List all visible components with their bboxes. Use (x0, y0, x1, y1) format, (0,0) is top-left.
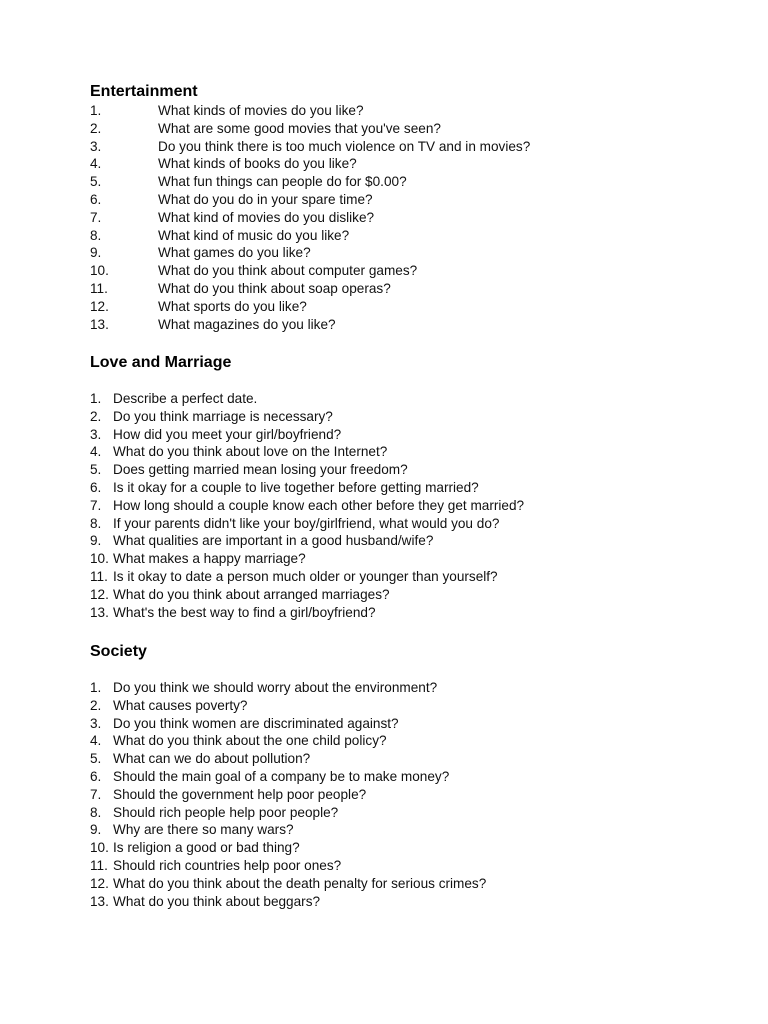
list-item (90, 604, 710, 622)
item-text: How did you meet your girl/boyfriend? (113, 426, 342, 442)
item-text: Should the main goal of a company be to make money? (113, 768, 450, 784)
item-text: Describe a perfect date. (113, 391, 258, 406)
item-text: Should the government help poor people? (113, 786, 367, 802)
item-number: 10. (90, 551, 109, 567)
item-number: 2. (90, 697, 102, 713)
section-entertainment (90, 82, 710, 333)
question-list (90, 390, 710, 621)
item-number: 2. (90, 120, 102, 136)
item-number: 5. (90, 174, 102, 190)
item-number: 3. (90, 426, 102, 442)
list-item (90, 857, 710, 875)
item-number: 12. (90, 875, 109, 891)
list-item (90, 262, 710, 280)
item-number: 1. (90, 103, 102, 118)
item-text: Is religion a good or bad thing? (113, 840, 300, 856)
question-list (90, 102, 710, 333)
item-text: What do you think about love on the Internet? (113, 444, 388, 460)
item-text: What do you think about the one child policy? (113, 733, 387, 749)
item-text: What makes a happy marriage? (113, 551, 306, 567)
list-item (90, 804, 710, 822)
item-number: 9. (90, 245, 102, 261)
item-number: 11. (90, 568, 108, 584)
item-number: 4. (90, 156, 102, 172)
list-item (90, 173, 710, 191)
list-item (90, 821, 710, 839)
item-text: Is it okay for a couple to live together before getting married? (113, 479, 479, 495)
list-item (90, 750, 710, 768)
item-number: 3. (90, 715, 102, 731)
item-text: What do you think about soap operas? (158, 280, 391, 296)
item-number: 2. (90, 408, 102, 424)
item-text: Do you think we should worry about the environment? (113, 680, 438, 695)
item-number: 6. (90, 479, 102, 495)
list-item (90, 390, 710, 408)
item-text: What sports do you like? (158, 298, 307, 314)
item-text: What do you think about the death penalty for serious crimes? (113, 875, 487, 891)
item-number: 4. (90, 733, 102, 749)
item-number: 13. (90, 316, 109, 332)
list-item (90, 532, 710, 550)
item-number: 5. (90, 751, 102, 767)
item-text: Why are there so many wars? (113, 822, 294, 838)
list-item (90, 893, 710, 911)
item-text: Should rich people help poor people? (113, 804, 339, 820)
list-item (90, 515, 710, 533)
item-number: 1. (90, 391, 102, 406)
section-title: Entertainment (90, 83, 198, 100)
item-number: 11. (90, 280, 108, 296)
item-number: 11. (90, 857, 108, 873)
list-item (90, 875, 710, 893)
list-item (90, 768, 710, 786)
list-item (90, 732, 710, 750)
item-text: If your parents didn't like your boy/girlfriend, what would you do? (113, 515, 500, 531)
item-number: 10. (90, 263, 109, 279)
list-item (90, 280, 710, 298)
list-item (90, 586, 710, 604)
item-number: 9. (90, 822, 102, 838)
item-number: 1. (90, 680, 102, 695)
item-text: Should rich countries help poor ones? (113, 857, 342, 873)
item-text: What do you think about computer games? (158, 263, 418, 279)
item-text: Does getting married mean losing your freedom? (113, 462, 408, 478)
question-list (90, 679, 710, 910)
list-item (90, 227, 710, 245)
list-item (90, 786, 710, 804)
list-item (90, 839, 710, 857)
item-number: 10. (90, 840, 109, 856)
section-love-and-marriage (90, 353, 710, 621)
list-item (90, 408, 710, 426)
list-item (90, 443, 710, 461)
item-text: What do you think about beggars? (113, 893, 321, 909)
item-text: What's the best way to find a girl/boyfriend? (113, 604, 376, 620)
list-item (90, 155, 710, 173)
item-number: 8. (90, 804, 102, 820)
section-title: Society (90, 643, 147, 660)
item-text: What kind of movies do you dislike? (158, 209, 375, 225)
item-text: What can we do about pollution? (113, 751, 311, 767)
list-item (90, 209, 710, 227)
list-item (90, 715, 710, 733)
item-number: 7. (90, 786, 102, 802)
list-item (90, 568, 710, 586)
item-number: 12. (90, 586, 109, 602)
list-item (90, 461, 710, 479)
item-text: What kinds of books do you like? (158, 156, 357, 172)
list-item (90, 244, 710, 262)
item-number: 3. (90, 138, 102, 154)
section-society (90, 642, 710, 910)
item-text: What games do you like? (158, 245, 311, 261)
item-text: What do you do in your spare time? (158, 191, 373, 207)
item-number: 6. (90, 191, 102, 207)
item-number: 7. (90, 497, 102, 513)
item-text: What causes poverty? (113, 697, 248, 713)
section-title: Love and Marriage (90, 354, 232, 371)
list-item (90, 120, 710, 138)
item-text: What qualities are important in a good husband/wife? (113, 533, 434, 549)
item-number: 4. (90, 444, 102, 460)
item-text: Do you think women are discriminated against? (113, 715, 399, 731)
list-item (90, 102, 710, 120)
item-text: What do you think about arranged marriages? (113, 586, 390, 602)
list-item (90, 191, 710, 209)
item-text: Is it okay to date a person much older or younger than yourself? (113, 568, 498, 584)
list-item (90, 138, 710, 156)
item-text: What magazines do you like? (158, 316, 336, 332)
item-number: 9. (90, 533, 102, 549)
item-text: Do you think there is too much violence on TV and in movies? (158, 138, 531, 154)
item-text: Do you think marriage is necessary? (113, 408, 333, 424)
item-number: 8. (90, 227, 102, 243)
list-item (90, 679, 710, 697)
list-item (90, 550, 710, 568)
list-item (90, 316, 710, 334)
item-number: 13. (90, 893, 109, 909)
item-number: 12. (90, 298, 109, 314)
item-number: 7. (90, 209, 102, 225)
item-number: 5. (90, 462, 102, 478)
list-item (90, 497, 710, 515)
list-item (90, 298, 710, 316)
list-item (90, 697, 710, 715)
item-text: What fun things can people do for $0.00? (158, 174, 407, 190)
list-item (90, 426, 710, 444)
item-text: What kind of music do you like? (158, 227, 350, 243)
list-item (90, 479, 710, 497)
item-text: What are some good movies that you've seen? (158, 120, 441, 136)
item-number: 13. (90, 604, 109, 620)
item-text: What kinds of movies do you like? (158, 103, 364, 118)
item-text: How long should a couple know each other before they get married? (113, 497, 525, 513)
item-number: 8. (90, 515, 102, 531)
item-number: 6. (90, 768, 102, 784)
